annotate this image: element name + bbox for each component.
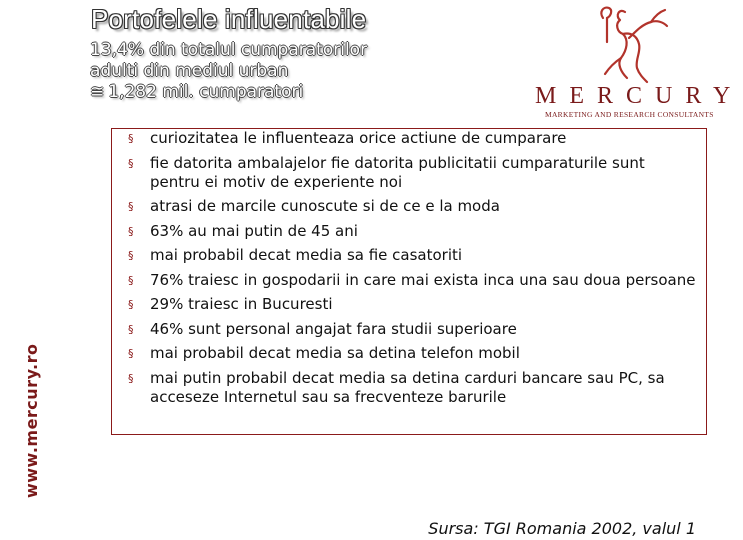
- logo-wordmark: MERCURY: [535, 83, 743, 109]
- list-item: [128, 295, 698, 314]
- list-item: [128, 222, 698, 241]
- slide-title: Portofelele influentabile: [91, 4, 367, 34]
- bullet-marker-icon: §: [128, 273, 134, 287]
- list-item: [128, 369, 698, 407]
- bullet-text: 63% au mai putin de 45 ani: [150, 221, 358, 240]
- bullet-text: fie datorita ambalajelor fie datorita publicitatii cumparaturile sunt pentru ei motiv de experiente noi: [150, 153, 645, 191]
- bullet-marker-icon: §: [128, 132, 134, 145]
- list-item: [128, 246, 698, 265]
- list-item: [128, 320, 698, 339]
- bullet-text: atrasi de marcile cunoscute si de ce e la moda: [150, 197, 500, 215]
- approx-symbol: ≅: [90, 82, 105, 102]
- logo-tagline: MARKETING AND RESEARCH CONSULTANTS: [545, 110, 714, 119]
- subtitle-line-3-text: 1,282 mil. cumparatori: [108, 82, 304, 102]
- bullet-text: 29% traiesc in Bucuresti: [150, 295, 333, 313]
- bullet-marker-icon: §: [128, 249, 134, 262]
- bullet-text: 46% sunt personal angajat fara studii superioare: [150, 319, 517, 338]
- bullet-marker-icon: §: [128, 156, 134, 170]
- subtitle-line-3: [90, 82, 510, 103]
- bullet-marker-icon: §: [128, 322, 134, 336]
- bullet-marker-icon: §: [128, 371, 134, 385]
- bullet-list: [128, 129, 698, 412]
- list-item: [128, 197, 698, 216]
- subtitle-line-2: adulti din mediul urban: [90, 61, 289, 81]
- side-url: www.mercury.ro: [22, 343, 41, 498]
- bullet-marker-icon: §: [128, 224, 134, 238]
- list-item: [128, 344, 698, 363]
- bullet-marker-icon: §: [128, 200, 134, 213]
- bullet-marker-icon: §: [128, 347, 134, 360]
- bullet-marker-icon: §: [128, 298, 134, 311]
- list-item: [128, 271, 698, 290]
- list-item: [128, 154, 698, 192]
- list-item: [128, 129, 698, 148]
- bullet-text: mai probabil decat media sa fie casatoriti: [150, 246, 463, 264]
- mercury-figure-icon: [585, 2, 675, 86]
- bullet-text: mai putin probabil decat media sa detina carduri bancare sau PC, sa acceseze Internetul sau sa frecventeze barurile: [150, 368, 665, 406]
- bullet-text: mai probabil decat media sa detina telefon mobil: [150, 344, 520, 362]
- slide-subtitle: [90, 40, 510, 103]
- subtitle-line-1: 13,4% din totalul cumparatorilor: [90, 40, 368, 60]
- source-note: Sursa: TGI Romania 2002, valul 1: [428, 519, 696, 538]
- bullet-text: curiozitatea le influenteaza orice actiune de cumparare: [150, 129, 567, 147]
- bullet-text: 76% traiesc in gospodarii in care mai exista inca una sau doua persoane: [150, 270, 696, 289]
